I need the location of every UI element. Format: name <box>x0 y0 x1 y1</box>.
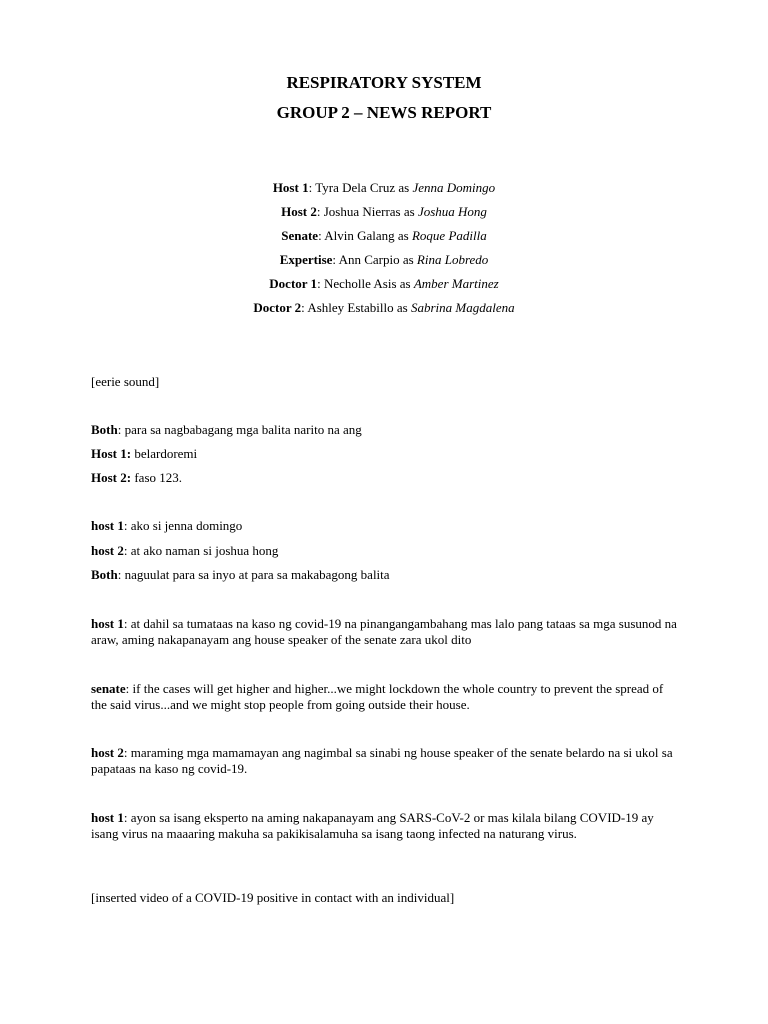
script-line <box>91 446 681 462</box>
cast-actor: Alvin Galang as <box>324 228 412 243</box>
script-line <box>91 745 681 777</box>
cast-line <box>0 228 768 244</box>
line-text: faso 123. <box>131 470 183 485</box>
script-line <box>91 810 681 842</box>
speaker-label: host 1 <box>91 810 124 825</box>
cast-character: Sabrina Magdalena <box>410 300 515 315</box>
cast-line <box>0 252 768 268</box>
line-text: : para sa nagbabagang mga balita narito na ang <box>117 422 362 437</box>
cast-character: Joshua Hong <box>417 204 487 219</box>
cast-role: Senate <box>281 228 319 243</box>
cast-line <box>0 300 768 316</box>
cast-line <box>0 204 768 220</box>
speaker-label: host 2 <box>91 745 124 760</box>
cast-line <box>0 180 768 196</box>
cast-role: Host 2 <box>281 204 317 219</box>
script-line <box>91 567 681 583</box>
script-line <box>91 681 681 713</box>
speaker-label: host 2 <box>91 543 124 558</box>
line-text: : at dahil sa tumataas na kaso ng covid-19 na pinangangambahang mas lalo pang tataas sa mga susunod na araw, aming nakapanayam ang house speaker of the senate zara ukol dito <box>91 616 677 647</box>
script-line <box>91 616 681 648</box>
cast-character: Rina Lobredo <box>416 252 489 267</box>
script-line <box>91 518 681 534</box>
cast-actor: Necholle Asis as <box>323 276 414 291</box>
script-line <box>91 470 681 486</box>
line-text: : if the cases will get higher and higher...we might lockdown the whole country to prevent the spread of the said virus...and we might stop people from going outside their house. <box>91 681 664 712</box>
document-title: RESPIRATORY SYSTEM <box>286 73 482 92</box>
script-line <box>91 890 681 906</box>
cast-role: Host 1 <box>272 180 309 195</box>
cast-character: Roque Padilla <box>411 228 487 243</box>
cast-actor: Joshua Nierras as <box>323 204 418 219</box>
speaker-label: host 1 <box>91 616 124 631</box>
cast-character: Amber Martinez <box>413 276 499 291</box>
cast-actor: Ashley Estabillo as <box>307 300 411 315</box>
cast-separator: : <box>318 228 325 243</box>
speaker-label: Both <box>91 567 118 582</box>
cast-separator: : <box>308 180 316 195</box>
cast-role: Doctor 1 <box>269 276 318 291</box>
cast-separator: : <box>332 252 339 267</box>
line-text: : maraming mga mamamayan ang nagimbal sa sinabi ng house speaker of the senate belardo na si ukol sa papataas na kaso ng covid-19. <box>91 745 673 776</box>
cast-separator: : <box>316 204 324 219</box>
cast-separator: : <box>317 276 324 291</box>
cast-character: Jenna Domingo <box>412 180 496 195</box>
cast-role: Doctor 2 <box>253 300 302 315</box>
script-line <box>91 543 681 559</box>
line-text: : naguulat para sa inyo at para sa makabagong balita <box>117 567 390 582</box>
line-text: : ako si jenna domingo <box>123 518 243 533</box>
line-text: [eerie sound] <box>91 374 160 389</box>
speaker-label: Host 1: <box>91 446 132 461</box>
script-line <box>91 422 681 438</box>
line-text: belardoremi <box>131 446 198 461</box>
cast-separator: : <box>301 300 308 315</box>
document-subtitle: GROUP 2 – NEWS REPORT <box>276 103 492 122</box>
cast-line <box>0 276 768 292</box>
speaker-label: Host 2: <box>91 470 132 485</box>
script-line <box>91 374 681 390</box>
speaker-label: host 1 <box>91 518 124 533</box>
cast-role: Expertise <box>279 252 333 267</box>
line-text: [inserted video of a COVID-19 positive in contact with an individual] <box>91 890 455 905</box>
speaker-label: senate <box>91 681 126 696</box>
cast-actor: Ann Carpio as <box>338 252 417 267</box>
cast-actor: Tyra Dela Cruz as <box>315 180 413 195</box>
speaker-label: Both <box>91 422 118 437</box>
line-text: : at ako naman si joshua hong <box>123 543 279 558</box>
line-text: : ayon sa isang eksperto na aming nakapanayam ang SARS-CoV-2 or mas kilala bilang COVID-19 ay isang virus na maaaring makuha sa pakikisalamuha sa isang taong infected na naturang virus. <box>91 810 654 841</box>
